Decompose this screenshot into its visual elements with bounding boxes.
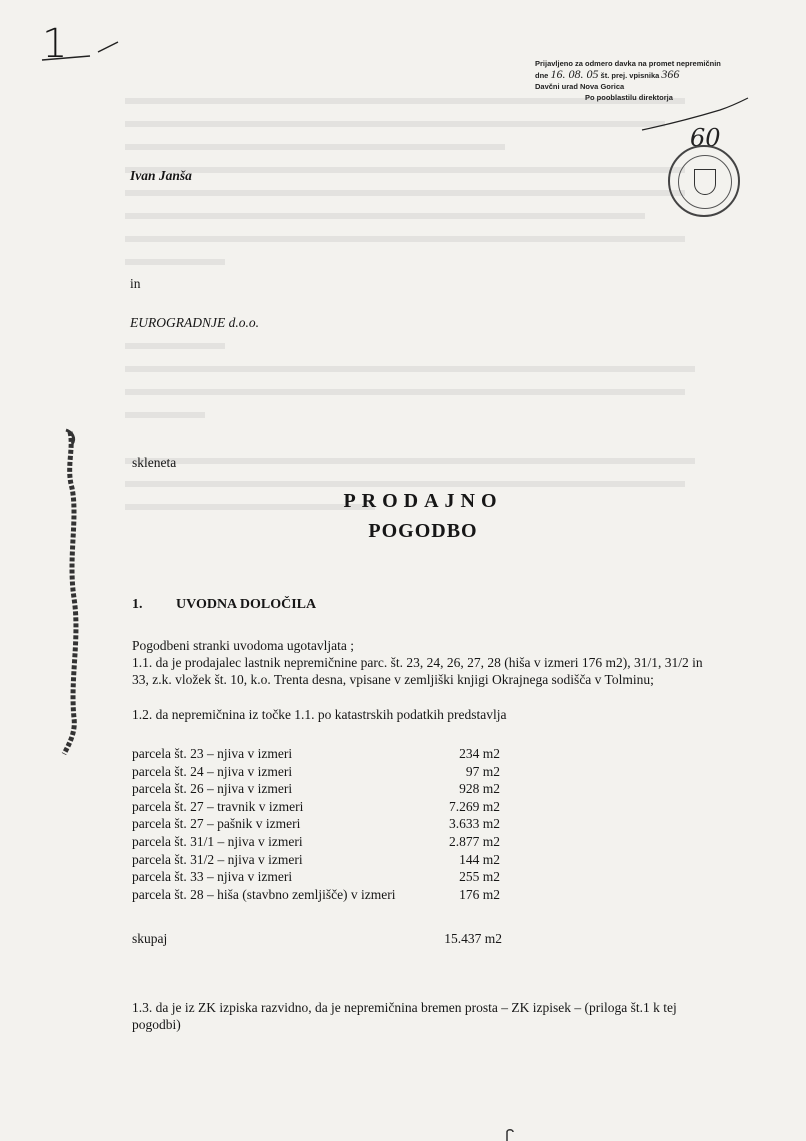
show-through-texture xyxy=(125,340,766,510)
parcel-row xyxy=(132,798,500,816)
parcel-description: parcela št. 24 – njiva v izmeri xyxy=(132,763,293,779)
parcel-area: 97 m2 xyxy=(465,763,500,779)
parcel-row xyxy=(132,833,500,851)
coat-of-arms-icon xyxy=(694,169,716,195)
parcel-description: parcela št. 31/2 – njiva v izmeri xyxy=(132,851,303,867)
official-seal xyxy=(668,145,740,217)
signature-mark: 60 xyxy=(690,124,721,152)
page-number: 1 xyxy=(42,21,68,67)
page-number-stroke xyxy=(40,38,120,68)
section-number: 1. xyxy=(132,597,143,612)
total-value: 15.437 m2 xyxy=(444,931,502,946)
parcel-row xyxy=(132,745,500,763)
parcel-area: 2.877 m2 xyxy=(448,833,500,849)
parcel-area: 176 m2 xyxy=(459,886,500,902)
parcel-description: parcela št. 27 – travnik v izmeri xyxy=(132,798,304,814)
parcel-area: 255 m2 xyxy=(459,869,500,885)
party-buyer: EUROGRADNJE d.o.o. xyxy=(130,315,259,330)
parcel-description: parcela št. 28 – hiša (stavbno zemljišče) v izmeri xyxy=(132,886,396,902)
parcel-description: parcela št. 26 – njiva v izmeri xyxy=(132,781,293,797)
parcel-description: parcela št. 33 – njiva v izmeri xyxy=(132,869,293,885)
stamp-line-3: Davčni urad Nova Gorica xyxy=(535,82,625,91)
intro-paragraph: Pogodbeni stranki uvodoma ugotavljata ; xyxy=(132,638,354,653)
clause-1-2: 1.2. da nepremičnina iz točke 1.1. po katastrskih podatkih predstavlja xyxy=(132,707,507,722)
stamp-line-1: Prijavljeno za odmero davka na promet nepremičnin xyxy=(535,59,721,68)
clause-1-3: 1.3. da je iz ZK izpiska razvidno, da je nepremičnina bremen prosta – ZK izpisek – (priloga št.1 k tej pogodbi) xyxy=(132,1000,677,1032)
parcel-row xyxy=(132,868,500,886)
scan-mark xyxy=(505,1128,515,1141)
parcel-table xyxy=(132,745,500,903)
parcel-row xyxy=(132,763,500,781)
clause-1-1: 1.1. da je prodajalec lastnik nepremičnine parc. št. 23, 24, 26, 27, 28 (hiša v izmeri 176 m2), 31/1, 31/2 in 33, z.k. vložek št. 10, k.o. Trenta desna, vpisane v zemljiški knjigi Okrajnega sodišča v Tolminu; xyxy=(132,655,703,687)
concluded-word: skleneta xyxy=(132,455,177,470)
section-heading xyxy=(132,597,316,613)
party-seller: Ivan Janša xyxy=(130,168,192,183)
signature-stroke xyxy=(640,96,750,136)
document-title-line-2: POGODBO xyxy=(368,520,478,542)
parcel-area: 234 m2 xyxy=(459,746,500,761)
parcel-row xyxy=(132,886,500,904)
parcel-description: parcela št. 31/1 – njiva v izmeri xyxy=(132,833,303,849)
stamp-line-2: dne 16. 08. 05 št. prej. vpisnika 366 xyxy=(535,67,680,81)
stamp-date: 16. 08. 05 xyxy=(550,67,599,81)
parcel-area: 7.269 m2 xyxy=(448,798,500,814)
parcel-area: 144 m2 xyxy=(459,851,500,867)
stamp-line-4: Po pooblastilu direktorja xyxy=(585,93,673,102)
parcel-area: 3.633 m2 xyxy=(448,816,500,832)
parcel-description: parcela št. 23 – njiva v izmeri xyxy=(132,746,293,761)
parcel-row xyxy=(132,851,500,869)
parcel-row xyxy=(132,815,500,833)
parcel-description: parcela št. 27 – pašnik v izmeri xyxy=(132,816,301,832)
document-title-line-1: PRODAJNO xyxy=(343,490,503,512)
parcel-row xyxy=(132,780,500,798)
conjunction: in xyxy=(130,276,141,291)
section-title: UVODNA DOLOČILA xyxy=(176,597,317,612)
total-label: skupaj xyxy=(132,931,168,946)
parcel-area: 928 m2 xyxy=(459,781,500,797)
stamp-register-number: 366 xyxy=(661,67,680,81)
binding-cord xyxy=(60,428,84,758)
